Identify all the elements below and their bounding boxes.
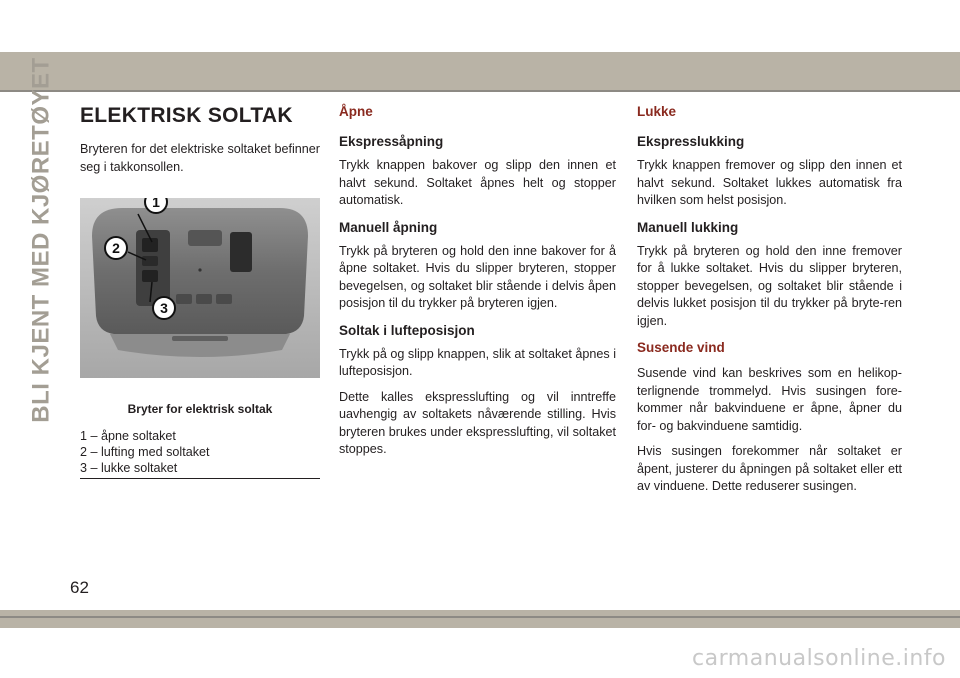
watermark: carmanualsonline.info (692, 646, 946, 671)
legend-item: 2 – lufting med soltaket (80, 445, 210, 459)
legend-item: 3 – lukke soltaket (80, 461, 178, 475)
left-column (80, 104, 320, 479)
paragraph-express-open: Trykk knappen bakover og slipp den innen et halvt sekund. Soltaket åpnes helt og stopper automatisk. (339, 158, 616, 207)
callout-2 (105, 237, 127, 259)
section-heading-open: Åpne (339, 104, 373, 119)
subheading-express-open: Ekspressåpning (339, 134, 444, 149)
paragraph-vent-1: Trykk på og slipp knappen, slik at soltaket åpnes i lufteposisjon. (339, 346, 616, 378)
section-heading-wind: Susende vind (637, 340, 725, 355)
section-side-tab-label: BLI KJENT MED KJØRETØYET (28, 57, 55, 423)
page-number: 62 (70, 578, 89, 597)
intro-paragraph: Bryteren for det elektriske soltaket befinner seg i takkonsollen. (80, 142, 320, 174)
svg-text:3: 3 (160, 300, 168, 316)
sunroof-switch-photo (80, 198, 320, 378)
callout-1 (145, 198, 167, 213)
right-column (637, 104, 902, 496)
paragraph-manual-open: Trykk på bryteren og hold den inne bakover for å åpne soltaket. Hvis du slipper bryteren, stopper bevegelsen, og soltaket blir stående i delvis åpen posisjon til du trykker på bryteren igjen. (339, 243, 616, 310)
subheading-express-close: Ekspresslukking (637, 134, 745, 149)
subheading-manual-close: Manuell lukking (637, 219, 739, 235)
subheading-manual-open: Manuell åpning (339, 219, 438, 235)
paragraph-express-close: Trykk knappen fremover og slipp den innen et halvt sekund. Soltaket lukkes automatisk fra hvilken som helst posisjon. (637, 158, 902, 207)
paragraph-manual-close: Trykk på bryteren og hold den inne fremover for å lukke soltaket. Hvis du slipper bryteren, stopper bevegelsen, og soltaket blir stående i delvis lukket posisjon til du trykker på bryte-ren igjen. (637, 243, 902, 328)
figure-caption: Bryter for elektrisk soltak (127, 402, 273, 416)
top-header-rule (0, 90, 960, 92)
paragraph-wind-1: Susende vind kan beskrives som en helikop-terlignende trommelyd. Hvis susingen fore-kommer når bakvinduene er åpne, åpner du for- og bakvinduene samtidig. (637, 366, 902, 433)
section-side-tab (27, 57, 57, 423)
top-header-band (0, 52, 960, 90)
paragraph-wind-2: Hvis susingen forekommer når soltaket er åpent, justerer du åpningen på soltaket eller ett av vinduene. Dette reduserer susingen. (637, 444, 902, 493)
section-heading-close: Lukke (637, 104, 677, 119)
bottom-band-lower (0, 618, 960, 628)
middle-column (339, 104, 616, 459)
subheading-vent: Soltak i lufteposisjon (339, 322, 475, 338)
figure-legend (80, 428, 320, 476)
paragraph-vent-2: Dette kalles ekspresslufting og vil inntreffe uavhengig av soltakets nåværende stilling. Hvis bryteren brukes under ekspresslufting, vil soltaket stoppes. (339, 389, 616, 456)
svg-text:2: 2 (112, 240, 120, 256)
legend-rule (80, 478, 320, 479)
svg-text:1: 1 (152, 198, 160, 210)
page-title: ELEKTRISK SOLTAK (80, 104, 293, 127)
legend-item: 1 – åpne soltaket (80, 429, 176, 443)
callout-3 (153, 297, 175, 319)
